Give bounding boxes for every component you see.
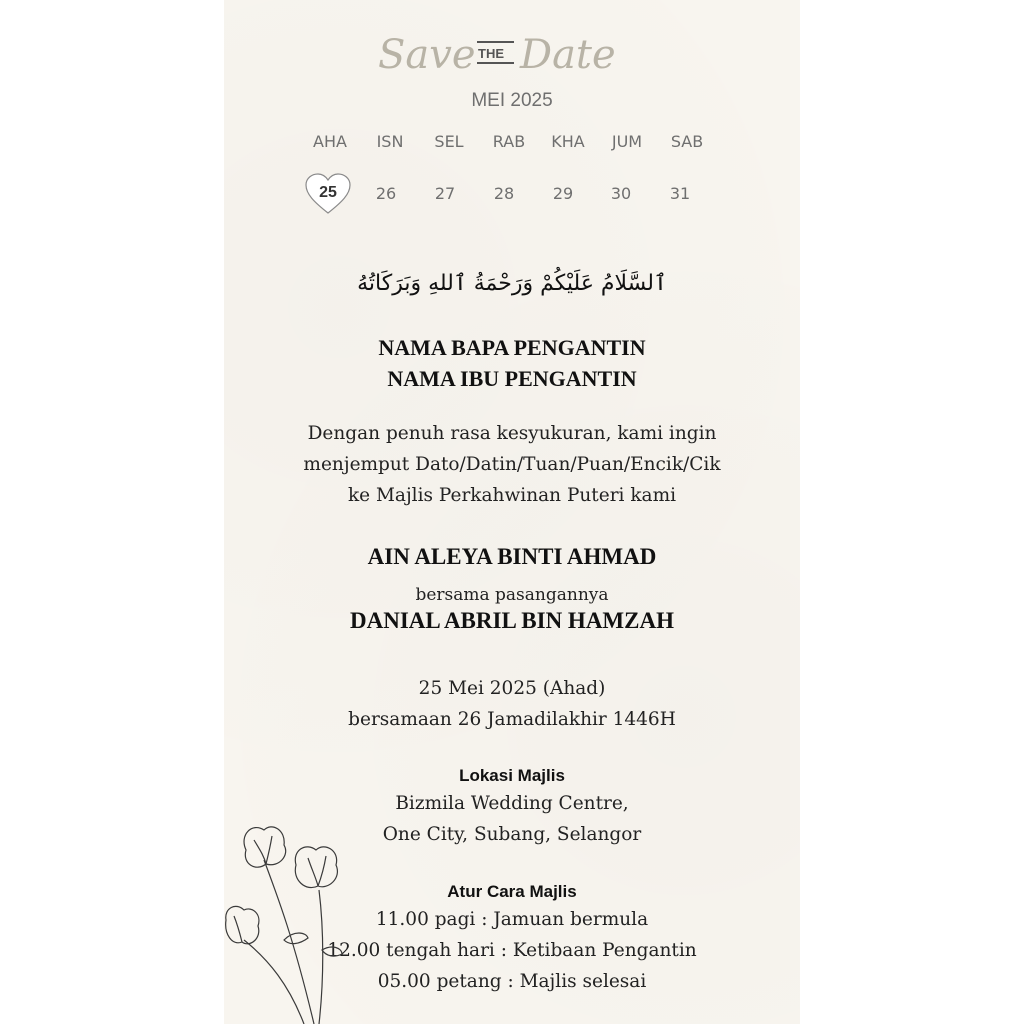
invitation-line: ke Majlis Perkahwinan Puteri kami [347,485,677,506]
weekday-label: JUM [611,132,643,151]
couple-connector: bersama pasangannya [415,585,609,605]
calendar-date: 31 [669,184,691,203]
groom-name: DANIAL ABRIL BIN HAMZAH [350,608,674,633]
invitation-line: Dengan penuh rasa kesyukuran, kami ingin [307,423,717,444]
calendar-date: 27 [434,184,456,203]
calendar-date: 30 [610,184,632,203]
weekday-label: RAB [492,132,526,151]
weekday-label: KHA [551,132,585,151]
calendar-month: MEI 2025 [471,90,553,111]
calendar-date: 29 [552,184,574,203]
schedule-item: 05.00 petang : Majlis selesai [377,971,647,992]
bride-name: AIN ALEYA BINTI AHMAD [367,544,657,569]
invitation-card [224,0,800,1024]
weekday-label: SAB [670,132,704,151]
parents-names [224,332,800,394]
weekday-label: ISN [376,132,404,151]
salam-calligraphy [357,256,667,308]
script-title-right: Date [520,32,616,78]
script-title-left: Save [378,32,476,78]
mother-name: NAMA IBU PENGANTIN [387,366,637,391]
location-line: Bizmila Wedding Centre, [395,793,629,814]
event-date [224,673,800,735]
calendar-date: 26 [375,184,397,203]
calendar-dates [224,180,800,210]
calendar-weekdays [224,132,800,154]
highlighted-date: 25 [319,184,337,201]
location-heading: Lokasi Majlis [459,766,565,785]
location-line: One City, Subang, Selangor [382,824,642,845]
weekday-label: AHA [313,132,347,151]
invitation-line: menjemput Dato/Datin/Tuan/Puan/Encik/Cik [303,454,721,475]
salam-text: ٱلسَّلَامُ عَلَيْكُمْ وَرَحْمَةُ ٱللهِ وَبَرَكَاتُهُ [357,271,667,296]
event-date-gregorian: 25 Mei 2025 (Ahad) [418,678,606,699]
weekday-label: SEL [434,132,464,151]
schedule-item: 12.00 tengah hari : Ketibaan Pengantin [327,940,697,961]
schedule-item: 11.00 pagi : Jamuan bermula [375,909,649,930]
floral-illustration [224,820,364,1024]
script-title-middle: THE [478,46,504,61]
event-date-hijri: bersamaan 26 Jamadilakhir 1446H [348,709,676,730]
invitation-text [224,418,800,511]
save-the-date-title [374,18,614,98]
schedule-heading: Atur Cara Majlis [447,882,577,901]
father-name: NAMA BAPA PENGANTIN [378,335,646,360]
calendar-date: 28 [493,184,515,203]
